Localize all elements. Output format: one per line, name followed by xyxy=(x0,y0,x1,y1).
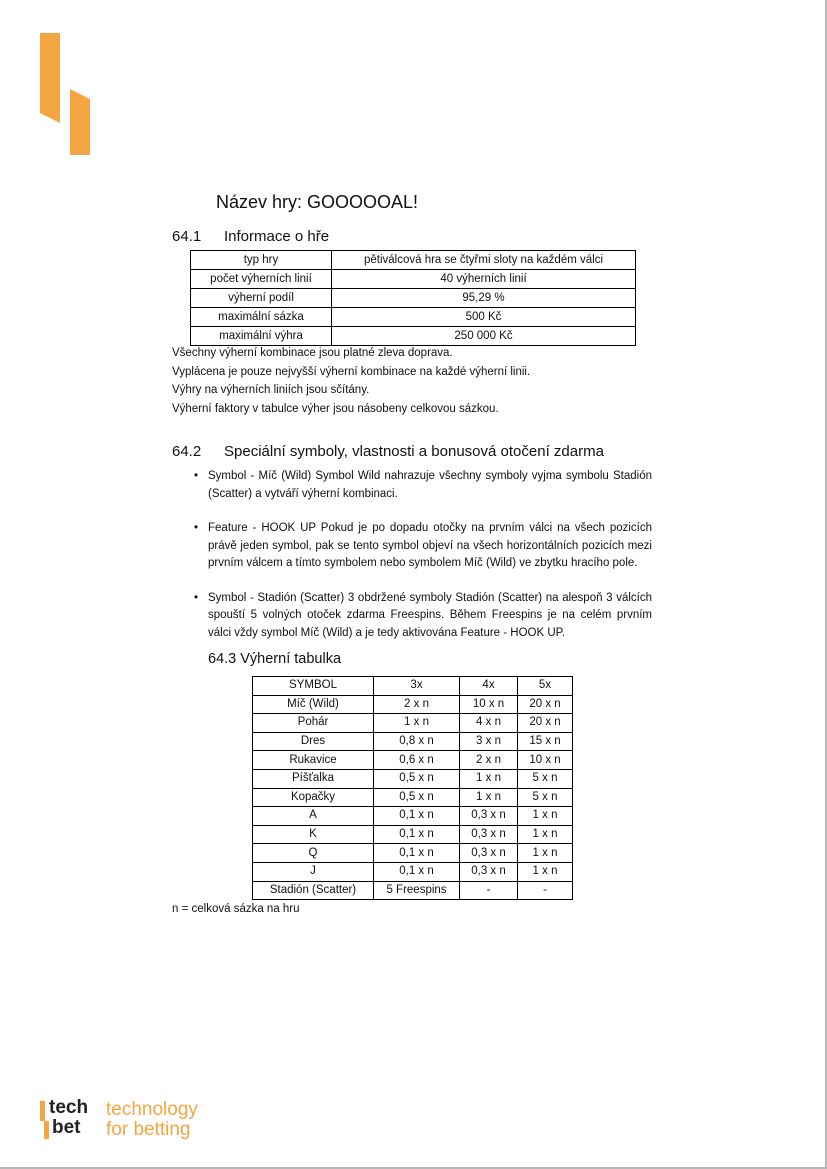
payout-cell: 0,1 x n xyxy=(374,862,460,881)
symbol-cell: Kopačky xyxy=(253,788,374,807)
symbol-cell: Q xyxy=(253,844,374,863)
table-row xyxy=(253,714,573,733)
section-title: Informace o hře xyxy=(224,228,330,245)
payout-cell: - xyxy=(460,881,518,900)
game-title: Název hry: GOOOOOAL! xyxy=(216,192,419,212)
list-item-text: Symbol - Stadión (Scatter) 3 obdržené symboly Stadión (Scatter) na alespoň 3 válcích spouští 5 volných otoček zdarma Freespins. Během Freespins je na celém prvním válci vždy symbol Míč (Wild) a je tedy aktivována Feature - HOOK UP. xyxy=(208,591,652,639)
table-cell-key: maximální sázka xyxy=(191,308,332,327)
payout-cell: 0,3 x n xyxy=(460,825,518,844)
payout-cell: 5 Freespins xyxy=(374,881,460,900)
symbol-cell: Dres xyxy=(253,732,374,751)
paytable-footnote: n = celková sázka na hru xyxy=(172,903,300,915)
table-row xyxy=(253,844,573,863)
column-header: 3x xyxy=(374,677,460,696)
symbol-cell: Pohár xyxy=(253,714,374,733)
table-row xyxy=(191,270,636,289)
brand-word-tech: tech xyxy=(49,1097,89,1118)
payout-cell: 0,1 x n xyxy=(374,844,460,863)
payout-cell: 5 x n xyxy=(518,788,573,807)
symbol-cell: K xyxy=(253,825,374,844)
payout-cell: 0,5 x n xyxy=(374,769,460,788)
table-cell-value: 95,29 % xyxy=(332,289,636,308)
table-cell-key: počet výherních linií xyxy=(191,270,332,289)
payout-cell: 10 x n xyxy=(460,695,518,714)
list-item-text: Symbol - Míč (Wild) Symbol Wild nahrazuje všechny symboly vyjma symbolu Stadión (Scatter) a vytváří výherní kombinaci. xyxy=(208,470,652,500)
bullet-icon: • xyxy=(194,522,199,534)
table-cell-value: 40 výherních linií xyxy=(332,270,636,289)
table-cell-value: pětiválcová hra se čtyřmi sloty na každém válci xyxy=(332,251,636,270)
table-row xyxy=(191,251,636,270)
table-row xyxy=(253,788,573,807)
payout-cell: 1 x n xyxy=(518,844,573,863)
symbol-cell: Míč (Wild) xyxy=(253,695,374,714)
payout-cell: 4 x n xyxy=(460,714,518,733)
section-heading-paytable: 64.3 Výherní tabulka xyxy=(208,651,342,667)
payout-cell: 0,1 x n xyxy=(374,807,460,826)
column-header: SYMBOL xyxy=(253,677,374,696)
section-number: 64.1 xyxy=(172,228,202,245)
table-row xyxy=(191,327,636,346)
payout-cell: 0,3 x n xyxy=(460,862,518,881)
list-item xyxy=(190,520,652,573)
note-line: Výherní faktory v tabulce výher jsou násobeny celkovou sázkou. xyxy=(172,402,499,415)
symbol-cell: Stadión (Scatter) xyxy=(253,881,374,900)
table-row xyxy=(253,695,573,714)
symbol-cell: Rukavice xyxy=(253,751,374,770)
table-cell-value: 250 000 Kč xyxy=(332,327,636,346)
payout-cell: 20 x n xyxy=(518,714,573,733)
game-info-table xyxy=(190,250,636,346)
table-header-row xyxy=(253,677,573,696)
brand-word-bet: bet xyxy=(52,1117,81,1138)
paytable xyxy=(252,676,573,900)
column-header: 4x xyxy=(460,677,518,696)
table-row xyxy=(253,807,573,826)
payout-cell: 1 x n xyxy=(518,862,573,881)
payout-cell: - xyxy=(518,881,573,900)
symbol-cell: J xyxy=(253,862,374,881)
payout-cell: 10 x n xyxy=(518,751,573,770)
brand-tagline-line2: for betting xyxy=(106,1119,191,1140)
special-symbols-list xyxy=(190,468,652,659)
payout-cell: 2 x n xyxy=(374,695,460,714)
list-item-text: Feature - HOOK UP Pokud je po dopadu otočky na prvním válci na všech pozicích právě jeden symbol, pak se tento symbol objeví na všech horizontálních pozicích mezi prvním válcem a tímto symbolem nebo symbolem Míč (Wild) ve zbytku hracího pole. xyxy=(208,522,652,569)
payout-cell: 0,5 x n xyxy=(374,788,460,807)
brand-bar-icon xyxy=(40,1101,45,1121)
payout-cell: 20 x n xyxy=(518,695,573,714)
payout-cell: 0,8 x n xyxy=(374,732,460,751)
table-row xyxy=(191,289,636,308)
table-cell-key: maximální výhra xyxy=(191,327,332,346)
payout-cell: 0,3 x n xyxy=(460,807,518,826)
table-row xyxy=(253,769,573,788)
payout-cell: 5 x n xyxy=(518,769,573,788)
table-row xyxy=(191,308,636,327)
table-row xyxy=(253,825,573,844)
payout-cell: 1 x n xyxy=(460,769,518,788)
brand-logo-mark-icon xyxy=(40,33,92,155)
bullet-icon: • xyxy=(194,470,199,482)
note-line: Výhry na výherních liniích jsou sčítány. xyxy=(172,384,370,396)
list-item xyxy=(190,468,652,503)
table-cell-key: výherní podíl xyxy=(191,289,332,308)
payout-cell: 3 x n xyxy=(460,732,518,751)
symbol-cell: Píšťalka xyxy=(253,769,374,788)
section-heading-info xyxy=(172,228,329,245)
table-row xyxy=(253,862,573,881)
table-row xyxy=(253,751,573,770)
payout-cell: 1 x n xyxy=(518,807,573,826)
section-title: Speciální symboly, vlastnosti a bonusová otočení zdarma xyxy=(224,443,604,460)
brand-tagline-line1: technology xyxy=(106,1099,198,1120)
payout-cell: 0,6 x n xyxy=(374,751,460,770)
note-line: Vyplácena je pouze nejvyšší výherní kombinace na každé výherní linii. xyxy=(172,365,531,378)
table-row xyxy=(253,732,573,751)
table-cell-key: typ hry xyxy=(191,251,332,270)
table-row xyxy=(253,881,573,900)
brand-bar-icon xyxy=(44,1121,49,1139)
section-number: 64.2 xyxy=(172,443,202,460)
column-header: 5x xyxy=(518,677,573,696)
payout-cell: 1 x n xyxy=(460,788,518,807)
payout-cell: 1 x n xyxy=(374,714,460,733)
payout-cell: 2 x n xyxy=(460,751,518,770)
note-line: Všechny výherní kombinace jsou platné zleva doprava. xyxy=(172,347,453,359)
payout-cell: 15 x n xyxy=(518,732,573,751)
footer-brand-logo xyxy=(40,1099,240,1143)
bullet-icon: • xyxy=(194,591,199,604)
payout-cell: 1 x n xyxy=(518,825,573,844)
symbol-cell: A xyxy=(253,807,374,826)
table-cell-value: 500 Kč xyxy=(332,308,636,327)
list-item xyxy=(190,590,652,643)
section-heading-special xyxy=(172,443,604,460)
payout-cell: 0,3 x n xyxy=(460,844,518,863)
info-notes xyxy=(172,344,530,418)
payout-cell: 0,1 x n xyxy=(374,825,460,844)
